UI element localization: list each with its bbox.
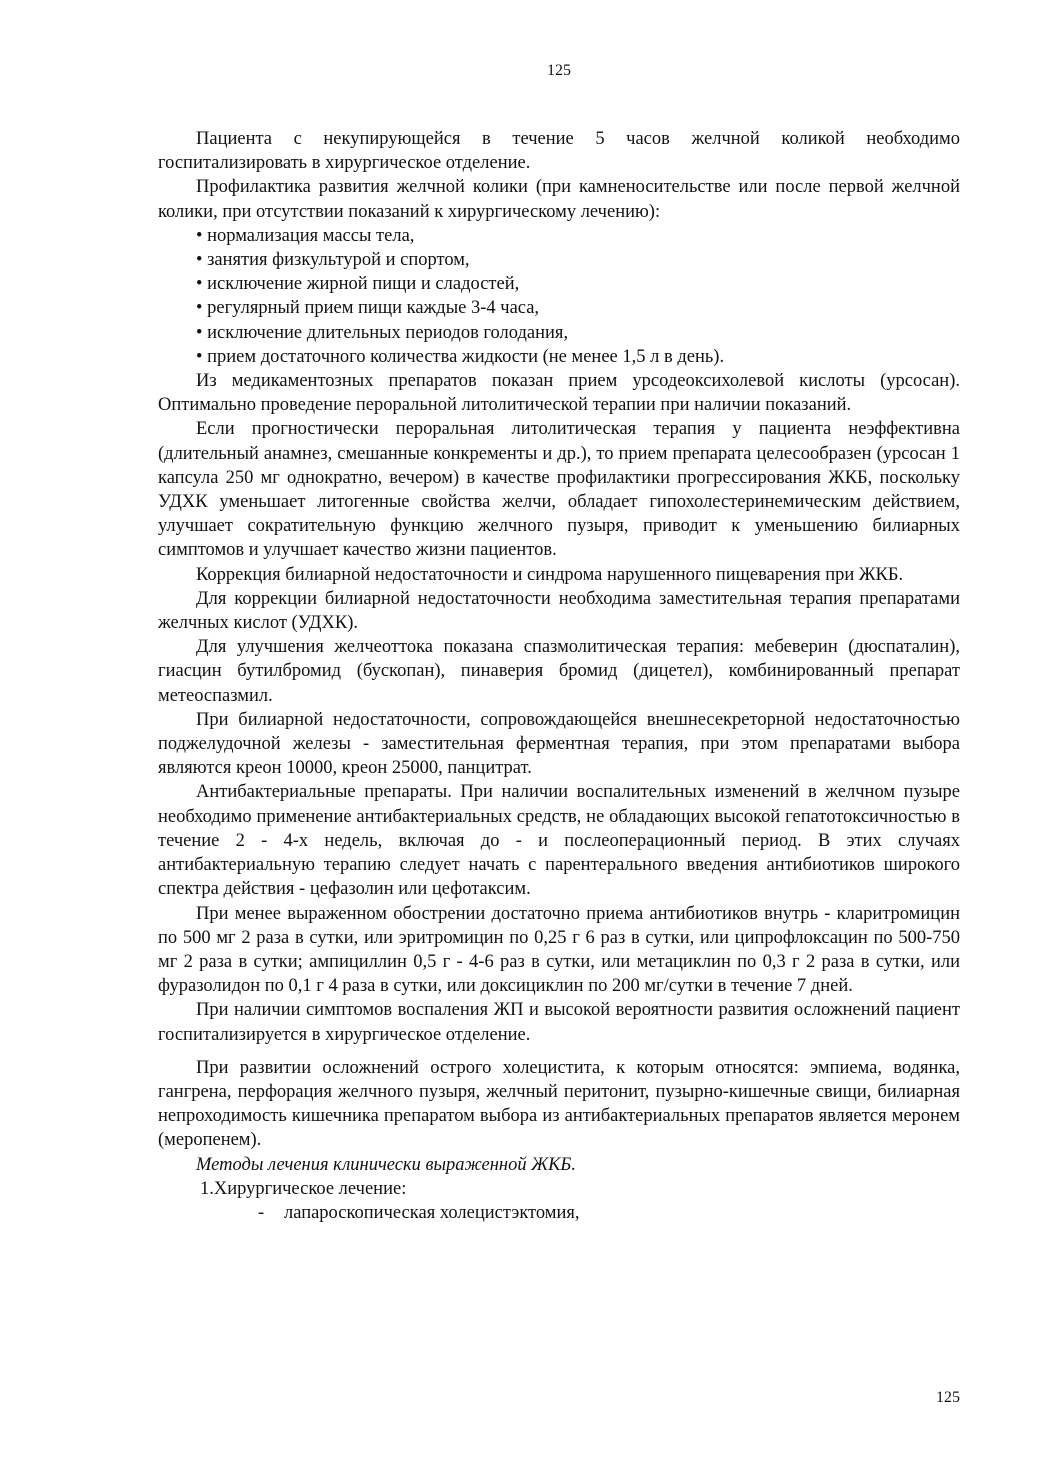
list-item: • нормализация массы тела, <box>196 224 960 248</box>
paragraph: Коррекция билиарной недостаточности и синдрома нарушенного пищеварения при ЖКБ. <box>196 564 904 585</box>
paragraph: При развитии осложнений острого холецистита, к которым относятся: эмпиема, водянка, гангрена, перфорация желчного пузыря, желчный перитонит, пузырно-кишечные свищи, билиарная непроходимость кишечника препаратом выбора из антибактериальных препаратов является меронем (меропенем). <box>158 1057 960 1151</box>
list-item: • занятия физкультурой и спортом, <box>196 248 960 272</box>
list-item: • регулярный прием пищи каждые 3-4 часа, <box>196 296 960 320</box>
list-item: • исключение жирной пищи и сладостей, <box>196 272 960 296</box>
dash-marker: - <box>258 1202 265 1223</box>
page-number-top: 125 <box>547 62 571 79</box>
paragraph: При билиарной недостаточности, сопровождающейся внешнесекреторной недостаточностью поджелудочной железы - заместительная ферментная терапия, при этом препаратами выбора являются креон 10000, креон 25000, панцитрат. <box>158 709 960 779</box>
page-number-bottom: 125 <box>936 1389 960 1406</box>
paragraph: Пациента с некупирующейся в течение 5 часов желчной коликой необходимо госпитализировать в хирургическое отделение. <box>158 129 960 174</box>
dash-item-text: лапароскопическая холецистэктомия, <box>284 1202 580 1223</box>
list-item: • прием достаточного количества жидкости (не менее 1,5 л в день). <box>196 345 960 369</box>
section-heading: Методы лечения клинически выраженной ЖКБ. <box>196 1154 576 1175</box>
paragraph: Для улучшения желчеоттока показана спазмолитическая терапия: мебеверин (дюспаталин), гиасцин бутилбромид (бускопан), пинаверия бромид (дицетел), комбинированный препарат метеоспазмил. <box>158 637 960 706</box>
document-body <box>158 127 960 1225</box>
paragraph: При менее выраженном обострении достаточно приема антибиотиков внутрь - кларитромицин по 500 мг 2 раза в сутки, или эритромицин по 0,25 г 6 раз в сутки, или ципрофлоксацин по 500-750 мг 2 раза в сутки; ампициллин 0,5 г - 4-6 раз в сутки, или метациклин по 0,3 г 2 раза в сутки, или фуразолидон по 0,1 г 4 раза в сутки, или доксициклин по 200 мг/сутки в течение 7 дней. <box>158 903 960 997</box>
prevention-list <box>158 224 960 369</box>
paragraph: Если прогностически пероральная литолитическая терапия у пациента неэффективна (длительный анамнез, смешанные конкременты и др.), то прием препарата целесообразен (урсосан 1 капсула 250 мг однократно, вечером) в качестве профилактики прогрессирования ЖКБ, поскольку УДХК уменьшает литогенные свойства желчи, обладает гипохолестеринемическим действием, улучшает сократительную функцию желчного пузыря, приводит к уменьшению билиарных симптомов и улучшает качество жизни пациентов. <box>158 419 960 561</box>
numbered-item: 1.Хирургическое лечение: <box>200 1178 407 1199</box>
paragraph: Из медикаментозных препаратов показан прием урсодеоксихолевой кислоты (урсосан). Оптимально проведение пероральной литолитической терапии при наличии показаний. <box>158 371 960 416</box>
paragraph: Антибактериальные препараты. При наличии воспалительных изменений в желчном пузыре необходимо применение антибактериальных средств, не обладающих высокой гепатотоксичностью в течение 2 - 4-х недель, включая до - и послеоперационный период. В этих случаях антибактериальную терапию следует начать с парентерального введения антибиотиков широкого спектра действия - цефазолин или цефотаксим. <box>158 782 960 900</box>
paragraph: При наличии симптомов воспаления ЖП и высокой вероятности развития осложнений пациент госпитализируется в хирургическое отделение. <box>158 1000 960 1045</box>
paragraph: Для коррекции билиарной недостаточности необходима заместительная терапия препаратами желчных кислот (УДХК). <box>158 588 960 634</box>
paragraph: Профилактика развития желчной колики (при камненосительстве или после первой желчной колики, при отсутствии показаний к хирургическому лечению): <box>158 177 960 222</box>
dash-list-item <box>158 1201 960 1225</box>
list-item: • исключение длительных периодов голодания, <box>196 321 960 345</box>
